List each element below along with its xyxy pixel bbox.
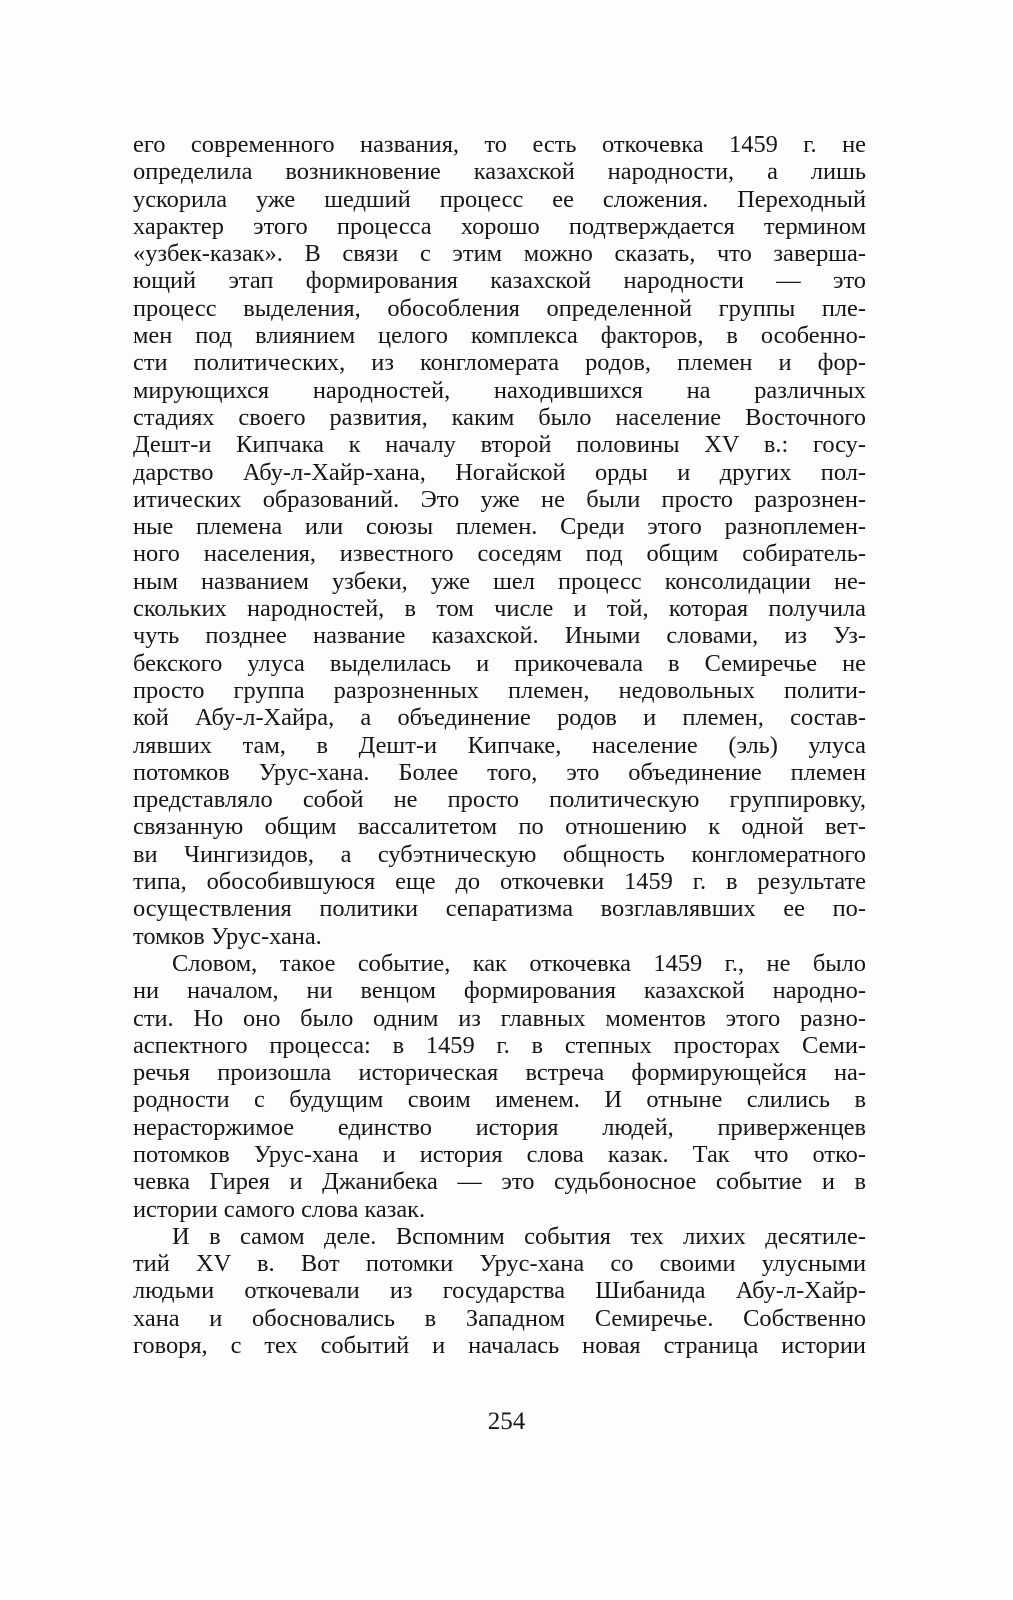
text-line: ные племена или союзы племен. Среди этого разноплемен- [133, 513, 866, 541]
text-line: ным названием узбеки, уже шел процесс консолидации не- [133, 567, 866, 595]
text-line: ющий этап формирования казахской народности — это [133, 267, 866, 295]
body-text [133, 131, 866, 1359]
text-line: характер этого процесса хорошо подтверждается термином [133, 212, 866, 240]
text-line: ускорила уже шедший процесс ее сложения. Переходный [133, 185, 866, 213]
text-line: скольких народностей, в том числе и той, которая получила [133, 595, 866, 623]
text-line: потомков Урус-хана. Более того, это объединение племен [133, 758, 866, 786]
text-line: мирующихся народностей, находившихся на различных [133, 376, 866, 404]
paragraph [133, 131, 866, 950]
page-number: 254 [487, 1408, 526, 1435]
text-line: представляло собой не просто политическую группировку, [133, 786, 866, 814]
text-line: речья произошла историческая встреча формирующейся на- [133, 1059, 866, 1087]
text-line: чевка Гирея и Джанибека — это судьбоносное событие и в [133, 1168, 866, 1196]
text-line: мен под влиянием целого комплекса факторов, в особенно- [133, 322, 866, 350]
text-line: людьми откочевали из государства Шибанида Абу-л-Хайр- [133, 1277, 866, 1305]
text-line: лявших там, в Дешт-и Кипчаке, население (эль) улуса [133, 731, 866, 759]
text-line: сти политических, из конгломерата родов, племен и фор- [133, 349, 866, 377]
text-line: типа, обособившуюся еще до откочевки 1459 г. в результате [133, 868, 866, 896]
text-line: ви Чингизидов, а субэтническую общность конгломератного [133, 840, 866, 868]
text-line: просто группа разрозненных племен, недовольных полити- [133, 676, 866, 704]
text-line: И в самом деле. Вспомним события тех лихих десятиле- [172, 1222, 866, 1250]
text-line: процесс выделения, обособления определенной группы пле- [133, 294, 866, 322]
text-line: его современного названия, то есть откочевка 1459 г. не [133, 131, 866, 158]
text-line: итических образований. Это уже не были просто разрознен- [133, 485, 866, 513]
text-line: ни началом, ни венцом формирования казахской народно- [133, 977, 866, 1005]
text-line: чуть позднее название казахской. Иными словами, из Уз- [133, 622, 866, 650]
text-line: потомков Урус-хана и история слова казак. Так что отко- [133, 1140, 866, 1168]
text-line: Дешт-и Кипчака к началу второй половины XV в.: госу- [133, 431, 866, 459]
paragraph [133, 950, 866, 1223]
text-line: «узбек-казак». В связи с этим можно сказать, что заверша- [133, 240, 866, 268]
text-line: хана и обосновались в Западном Семиречье. Собственно [133, 1304, 866, 1332]
text-line: Словом, такое событие, как откочевка 1459 г., не было [172, 949, 866, 977]
text-line: говоря, с тех событий и началась новая страница истории [133, 1332, 866, 1360]
text-line: осуществления политики сепаратизма возглавлявших ее по- [133, 895, 866, 923]
text-line: бекского улуса выделилась и прикочевала в Семиречье не [133, 649, 866, 677]
text-line: тий XV в. Вот потомки Урус-хана со своими улусными [133, 1250, 866, 1278]
text-line: дарство Абу-л-Хайр-хана, Ногайской орды и других пол- [133, 458, 866, 486]
text-line: связанную общим вассалитетом по отношению к одной вет- [133, 813, 866, 841]
text-line: истории самого слова казак. [133, 1195, 426, 1223]
text-line: аспектного процесса: в 1459 г. в степных просторах Семи- [133, 1031, 866, 1059]
text-line: томков Урус-хана. [133, 922, 322, 950]
paragraph [133, 1223, 866, 1359]
text-line: сти. Но оно было одним из главных моментов этого разно- [133, 1004, 866, 1032]
text-line: ного населения, известного соседям под общим собиратель- [133, 540, 866, 568]
text-line: родности с будущим своим именем. И отныне слились в [133, 1086, 866, 1114]
text-line: кой Абу-л-Хайра, а объединение родов и племен, состав- [133, 704, 866, 732]
text-line: определила возникновение казахской народности, а лишь [133, 158, 866, 186]
text-line: стадиях своего развития, каким было население Восточного [133, 403, 866, 431]
text-line: нерасторжимое единство история людей, приверженцев [133, 1113, 866, 1141]
